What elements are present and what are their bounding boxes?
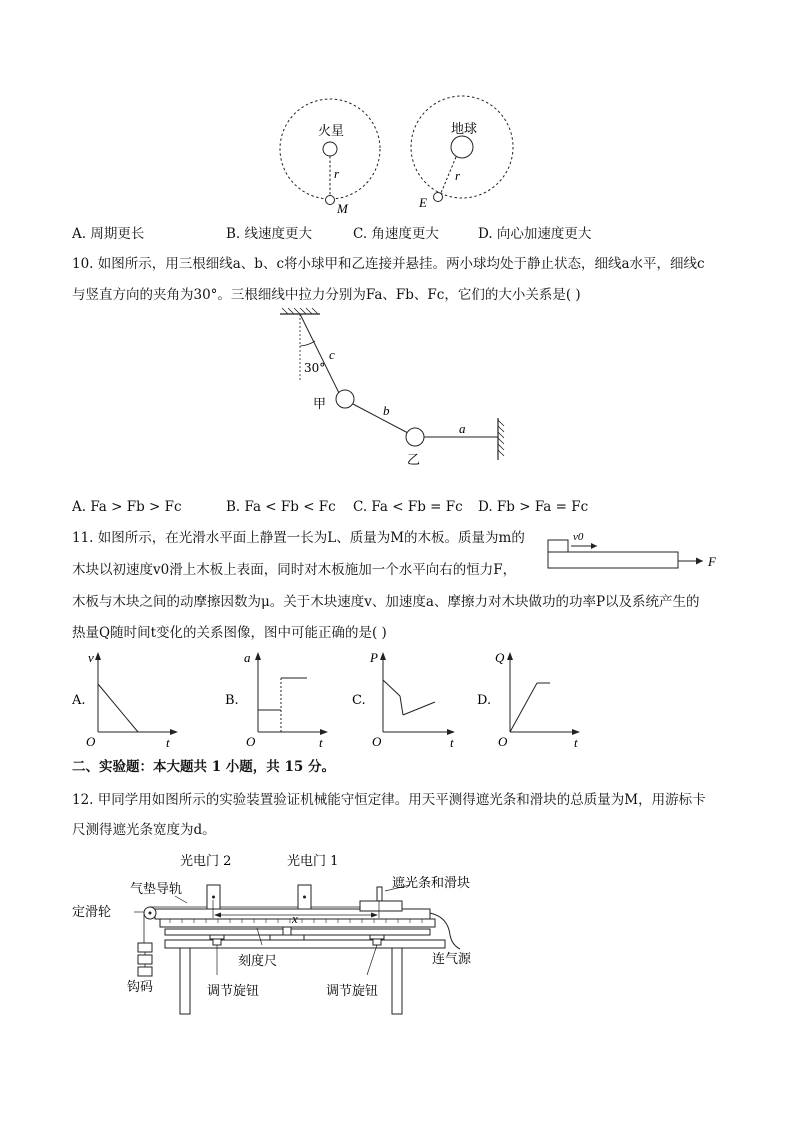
svg-text:t: t [319, 735, 323, 750]
string-b [353, 404, 408, 433]
earth-label: 地球 [451, 122, 478, 137]
graph-d [475, 650, 595, 750]
svg-text:t: t [574, 735, 578, 750]
mars-sun [323, 142, 337, 156]
mars-label: 火星 [318, 124, 345, 139]
q10-option-b: B. Fa < Fb < Fc [226, 499, 336, 515]
q10-figure [270, 308, 520, 473]
label-b: b [383, 403, 390, 418]
orbit-figure [270, 95, 530, 220]
svg-text:O: O [86, 734, 96, 749]
weight-2 [138, 955, 152, 964]
svg-text:t: t [166, 735, 170, 750]
svg-text:v: v [88, 650, 94, 665]
svg-text:P: P [370, 650, 378, 665]
q11-stem-line3: 木板与木块之间的动摩擦因数为μ。关于木块速度v、加速度a、摩擦力对木块做功的功率P以及系统产生的 [72, 594, 700, 610]
f-label: F [708, 554, 716, 569]
q12-apparatus-figure [70, 845, 500, 1020]
label-jia: 甲 [313, 397, 327, 412]
air-label: 连气源 [432, 952, 472, 967]
pulley-label: 定滑轮 [72, 905, 112, 920]
svg-text:t: t [450, 735, 454, 750]
label-a: a [459, 421, 466, 436]
q9-option-d: D. 向心加速度更大 [478, 226, 592, 242]
graph-a [70, 650, 190, 750]
graph-a-option: A. [72, 693, 86, 708]
graph-a-curve [98, 684, 138, 732]
weight-3 [138, 967, 152, 976]
slider [360, 901, 402, 911]
scale-label: 刻度尺 [238, 954, 278, 969]
weight-1 [138, 943, 152, 952]
mars-r-label: r [334, 166, 340, 181]
q11-stem-line2: 木块以初速度v0滑上木板上表面，同时对木板施加一个水平向右的恒力F， [72, 562, 517, 578]
section2-heading: 二、实验题：本大题共 1 小题，共 15 分。 [72, 759, 335, 775]
svg-text:Q: Q [495, 650, 505, 665]
mars-planet [326, 196, 335, 205]
q11-stem-line1: 11. 如图所示，在光滑水平面上静置一长为L、质量为M的木板。质量为m的 [72, 530, 525, 546]
q10-stem-line2: 与竖直方向的夹角为30°。三根细线中拉力分别为Fa、Fb、Fc，它们的大小关系是( ) [72, 287, 581, 303]
q9-option-b: B. 线速度更大 [226, 226, 313, 242]
small-block [548, 540, 568, 552]
q12-stem-line1: 12. 甲同学用如图所示的实验装置验证机械能守恒定律。用天平测得遮光条和滑块的总质量为M，用游标卡 [72, 792, 706, 808]
svg-text:a: a [244, 650, 251, 665]
graph-b-option: B. [225, 693, 239, 708]
label-yi: 乙 [407, 453, 421, 468]
earth-planet [434, 193, 443, 202]
slider-label: 遮光条和滑块 [392, 876, 471, 891]
q11-board-figure [545, 530, 725, 575]
v0-label: v0 [573, 531, 584, 543]
q10-stem-line1: 10. 如图所示，用三根细线a、b、c将小球甲和乙连接并悬挂。两小球均处于静止状态，细线a水平，细线c [72, 256, 705, 272]
knob-left-label: 调节旋钮 [207, 984, 260, 999]
graph-b [223, 650, 343, 750]
graph-d-option: D. [477, 693, 492, 708]
rail-label: 气垫导轨 [130, 882, 183, 897]
q12-stem-line2: 尺测得遮光条宽度为d。 [72, 822, 216, 838]
weights-label: 钩码 [127, 980, 154, 995]
ball-yi [406, 428, 424, 446]
earth-sun [451, 136, 473, 158]
earth-r-label: r [455, 168, 461, 183]
graph-c [350, 650, 470, 750]
ball-jia [336, 390, 354, 408]
q9-option-a: A. 周期更长 [72, 226, 145, 242]
q10-option-d: D. Fb > Fa = Fc [478, 499, 589, 515]
q10-option-c: C. Fa < Fb = Fc [353, 499, 463, 515]
label-c: c [329, 347, 335, 362]
e-label: E [419, 195, 427, 210]
svg-text:O: O [498, 734, 508, 749]
gate1-label: 光电门 1 [287, 854, 339, 869]
graph-c-option: C. [352, 693, 366, 708]
label-angle: 30° [304, 361, 326, 375]
m-label: M [337, 201, 348, 216]
q9-option-c: C. 角速度更大 [353, 226, 439, 242]
long-board [548, 552, 678, 568]
q10-option-a: A. Fa > Fb > Fc [72, 499, 182, 515]
svg-text:O: O [246, 734, 256, 749]
x-label: x [292, 911, 298, 926]
svg-text:O: O [372, 734, 382, 749]
earth-radius [441, 157, 456, 193]
q11-stem-line4: 热量Q随时间t变化的关系图像，图中可能正确的是( ) [72, 625, 387, 641]
gate2-label: 光电门 2 [180, 854, 232, 869]
knob-right-label: 调节旋钮 [326, 984, 379, 999]
light-blocking-strip [377, 887, 382, 901]
